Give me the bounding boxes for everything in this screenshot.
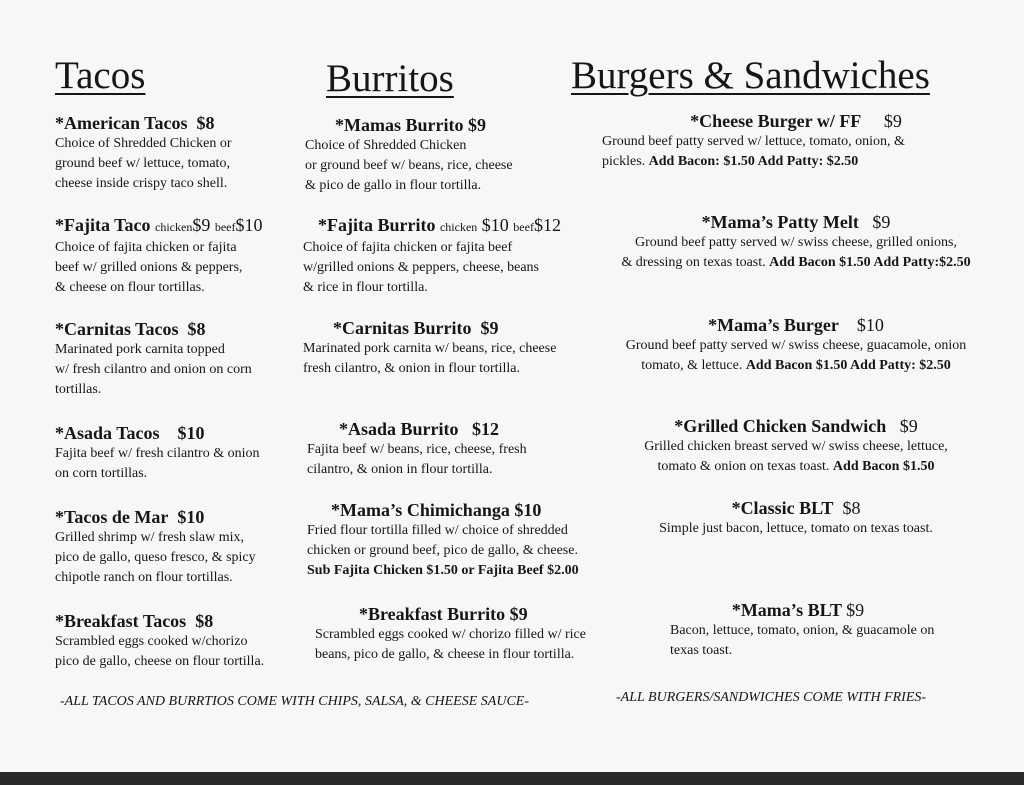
item-description: Ground beef patty served w/ swiss cheese, guacamole, onion tomato, & lettuce. xyxy=(625,338,967,373)
item-description: Fried flour tortilla filled w/ choice of shredded chicken or ground beef, pico de gallo, & cheese. xyxy=(307,523,578,558)
footer-note-burgers: -ALL BURGERS/SANDWICHES COME WITH FRIES- xyxy=(616,690,927,705)
item-description: Ground beef patty served w/ swiss cheese, grilled onions, & dressing on texas toast. xyxy=(621,235,957,270)
item-name: *Breakfast Burrito xyxy=(359,604,506,624)
tacos-heading: Tacos xyxy=(55,54,146,97)
burgers-heading: Burgers & Sandwiches xyxy=(571,54,930,97)
item-description: Marinated pork carnita w/ beans, rice, cheese fresh cilantro, & onion in flour tortilla. xyxy=(303,341,557,376)
menu-item-american-tacos xyxy=(55,112,300,194)
menu-item-mamas-burrito xyxy=(305,114,570,196)
item-price: $10 xyxy=(514,500,542,520)
item-name: *Breakfast Tacos xyxy=(55,611,187,631)
item-price: $8 xyxy=(195,611,214,631)
item-description: Fajita beef w/ beans, rice, cheese, fresh cilantro, & onion in flour tortilla. xyxy=(307,442,527,477)
chicken-price: $9 xyxy=(192,215,211,235)
item-price: $8 xyxy=(842,498,861,518)
beef-label: beef xyxy=(214,220,236,234)
menu-item-breakfast-burrito xyxy=(315,603,625,665)
item-name: *Asada Tacos xyxy=(55,423,160,443)
chicken-label: chicken xyxy=(155,220,193,234)
item-price: $10 xyxy=(177,507,205,527)
item-price: $10 xyxy=(177,423,205,443)
footer-note-tacos-burritos: -ALL TACOS AND BURRTIOS COME WITH CHIPS, SALSA, & CHEESE SAUCE- xyxy=(60,694,529,709)
item-price: $9 xyxy=(509,604,528,624)
menu-item-asada-tacos xyxy=(55,422,300,484)
menu-item-carnitas-tacos xyxy=(55,318,300,400)
item-description: Scrambled eggs cooked w/ chorizo filled w/ rice beans, pico de gallo, & cheese in flour tortilla. xyxy=(315,627,586,662)
item-name: *Mamas Burrito xyxy=(335,115,464,135)
menu-item-mamas-patty-melt xyxy=(596,211,996,273)
menu-item-asada-burrito xyxy=(307,418,597,480)
item-description: Grilled shrimp w/ fresh slaw mix, pico de gallo, queso fresco, & spicy chipotle ranch on flour tortillas. xyxy=(55,530,256,585)
item-addon: Add Bacon $1.50 Add Patty:$2.50 xyxy=(769,255,971,270)
item-addon: Sub Fajita Chicken $1.50 or Fajita Beef $2.00 xyxy=(307,563,579,578)
item-name: *American Tacos xyxy=(55,113,188,133)
item-description: Bacon, lettuce, tomato, onion, & guacamole on texas toast. xyxy=(670,623,935,658)
item-name: *Mama’s Burger xyxy=(708,315,839,335)
item-name: *Grilled Chicken Sandwich xyxy=(674,416,887,436)
item-price: $8 xyxy=(196,113,215,133)
item-price: $12 xyxy=(472,419,500,439)
item-price: $8 xyxy=(187,319,206,339)
menu-item-cheese-burger xyxy=(596,110,996,172)
menu-item-fajita-taco xyxy=(55,214,305,298)
item-description: Choice of Shredded Chicken or ground beef w/ lettuce, tomato, cheese inside crispy taco shell. xyxy=(55,136,232,191)
menu-item-breakfast-tacos xyxy=(55,610,305,672)
item-price: $9 xyxy=(899,416,918,436)
item-addon: Add Bacon $1.50 xyxy=(832,459,935,474)
item-price: $9 xyxy=(480,318,499,338)
item-description: Fajita beef w/ fresh cilantro & onion on corn tortillas. xyxy=(55,446,260,481)
item-description: Marinated pork carnita topped w/ fresh cilantro and onion on corn tortillas. xyxy=(55,342,252,397)
item-name: *Carnitas Tacos xyxy=(55,319,179,339)
item-name: *Mama’s BLT xyxy=(731,600,842,620)
item-name: *Cheese Burger w/ FF xyxy=(690,111,862,131)
menu-item-grilled-chicken-sandwich xyxy=(596,415,996,477)
chicken-price: $10 xyxy=(481,215,509,235)
item-description: Grilled chicken breast served w/ swiss cheese, lettuce, tomato & onion on texas toast. xyxy=(644,439,948,474)
chicken-label: chicken xyxy=(439,220,478,234)
menu-item-mamas-chimichanga xyxy=(307,499,612,581)
page-edge-shadow xyxy=(0,772,1024,785)
menu-item-mamas-burger xyxy=(596,314,996,376)
item-name: *Mama’s Chimichanga xyxy=(331,500,510,520)
beef-price: $12 xyxy=(533,215,561,235)
item-name: *Classic BLT xyxy=(731,498,834,518)
item-addon: Add Bacon $1.50 Add Patty: $2.50 xyxy=(745,358,951,373)
item-price: $9 xyxy=(872,212,891,232)
beef-label: beef xyxy=(513,220,534,234)
item-name: *Carnitas Burrito xyxy=(333,318,472,338)
beef-price: $10 xyxy=(235,215,263,235)
menu-item-tacos-de-mar xyxy=(55,506,300,588)
item-name: *Fajita Burrito xyxy=(318,215,436,235)
item-price: $10 xyxy=(856,315,884,335)
menu-item-mamas-blt xyxy=(618,599,1018,661)
item-description: Ground beef patty served w/ lettuce, tomato, onion, & pickles. xyxy=(602,134,905,169)
item-price: $9 xyxy=(846,600,865,620)
item-name: *Mama’s Patty Melt xyxy=(701,212,859,232)
item-price: $9 xyxy=(883,111,902,131)
burritos-heading: Burritos xyxy=(326,57,454,100)
menu-item-carnitas-burrito xyxy=(303,317,603,379)
item-price: $9 xyxy=(467,115,486,135)
item-description: Choice of fajita chicken or fajita beef w/ grilled onions & peppers, & cheese on flour tortillas. xyxy=(55,240,243,295)
item-description: Choice of fajita chicken or fajita beef w/grilled onions & peppers, cheese, beans & rice in flour tortilla. xyxy=(303,240,539,295)
item-name: *Fajita Taco xyxy=(55,215,151,235)
item-name: *Tacos de Mar xyxy=(55,507,169,527)
item-description: Choice of Shredded Chicken or ground beef w/ beans, rice, cheese & pico de gallo in flour tortilla. xyxy=(305,138,513,193)
item-addon: Add Bacon: $1.50 Add Patty: $2.50 xyxy=(648,154,859,169)
item-description: Scrambled eggs cooked w/chorizo pico de gallo, cheese on flour tortilla. xyxy=(55,634,265,669)
menu-item-fajita-burrito xyxy=(303,214,603,298)
item-description: Simple just bacon, lettuce, tomato on texas toast. xyxy=(659,521,933,536)
menu-item-classic-blt xyxy=(596,497,996,539)
item-name: *Asada Burrito xyxy=(339,419,459,439)
